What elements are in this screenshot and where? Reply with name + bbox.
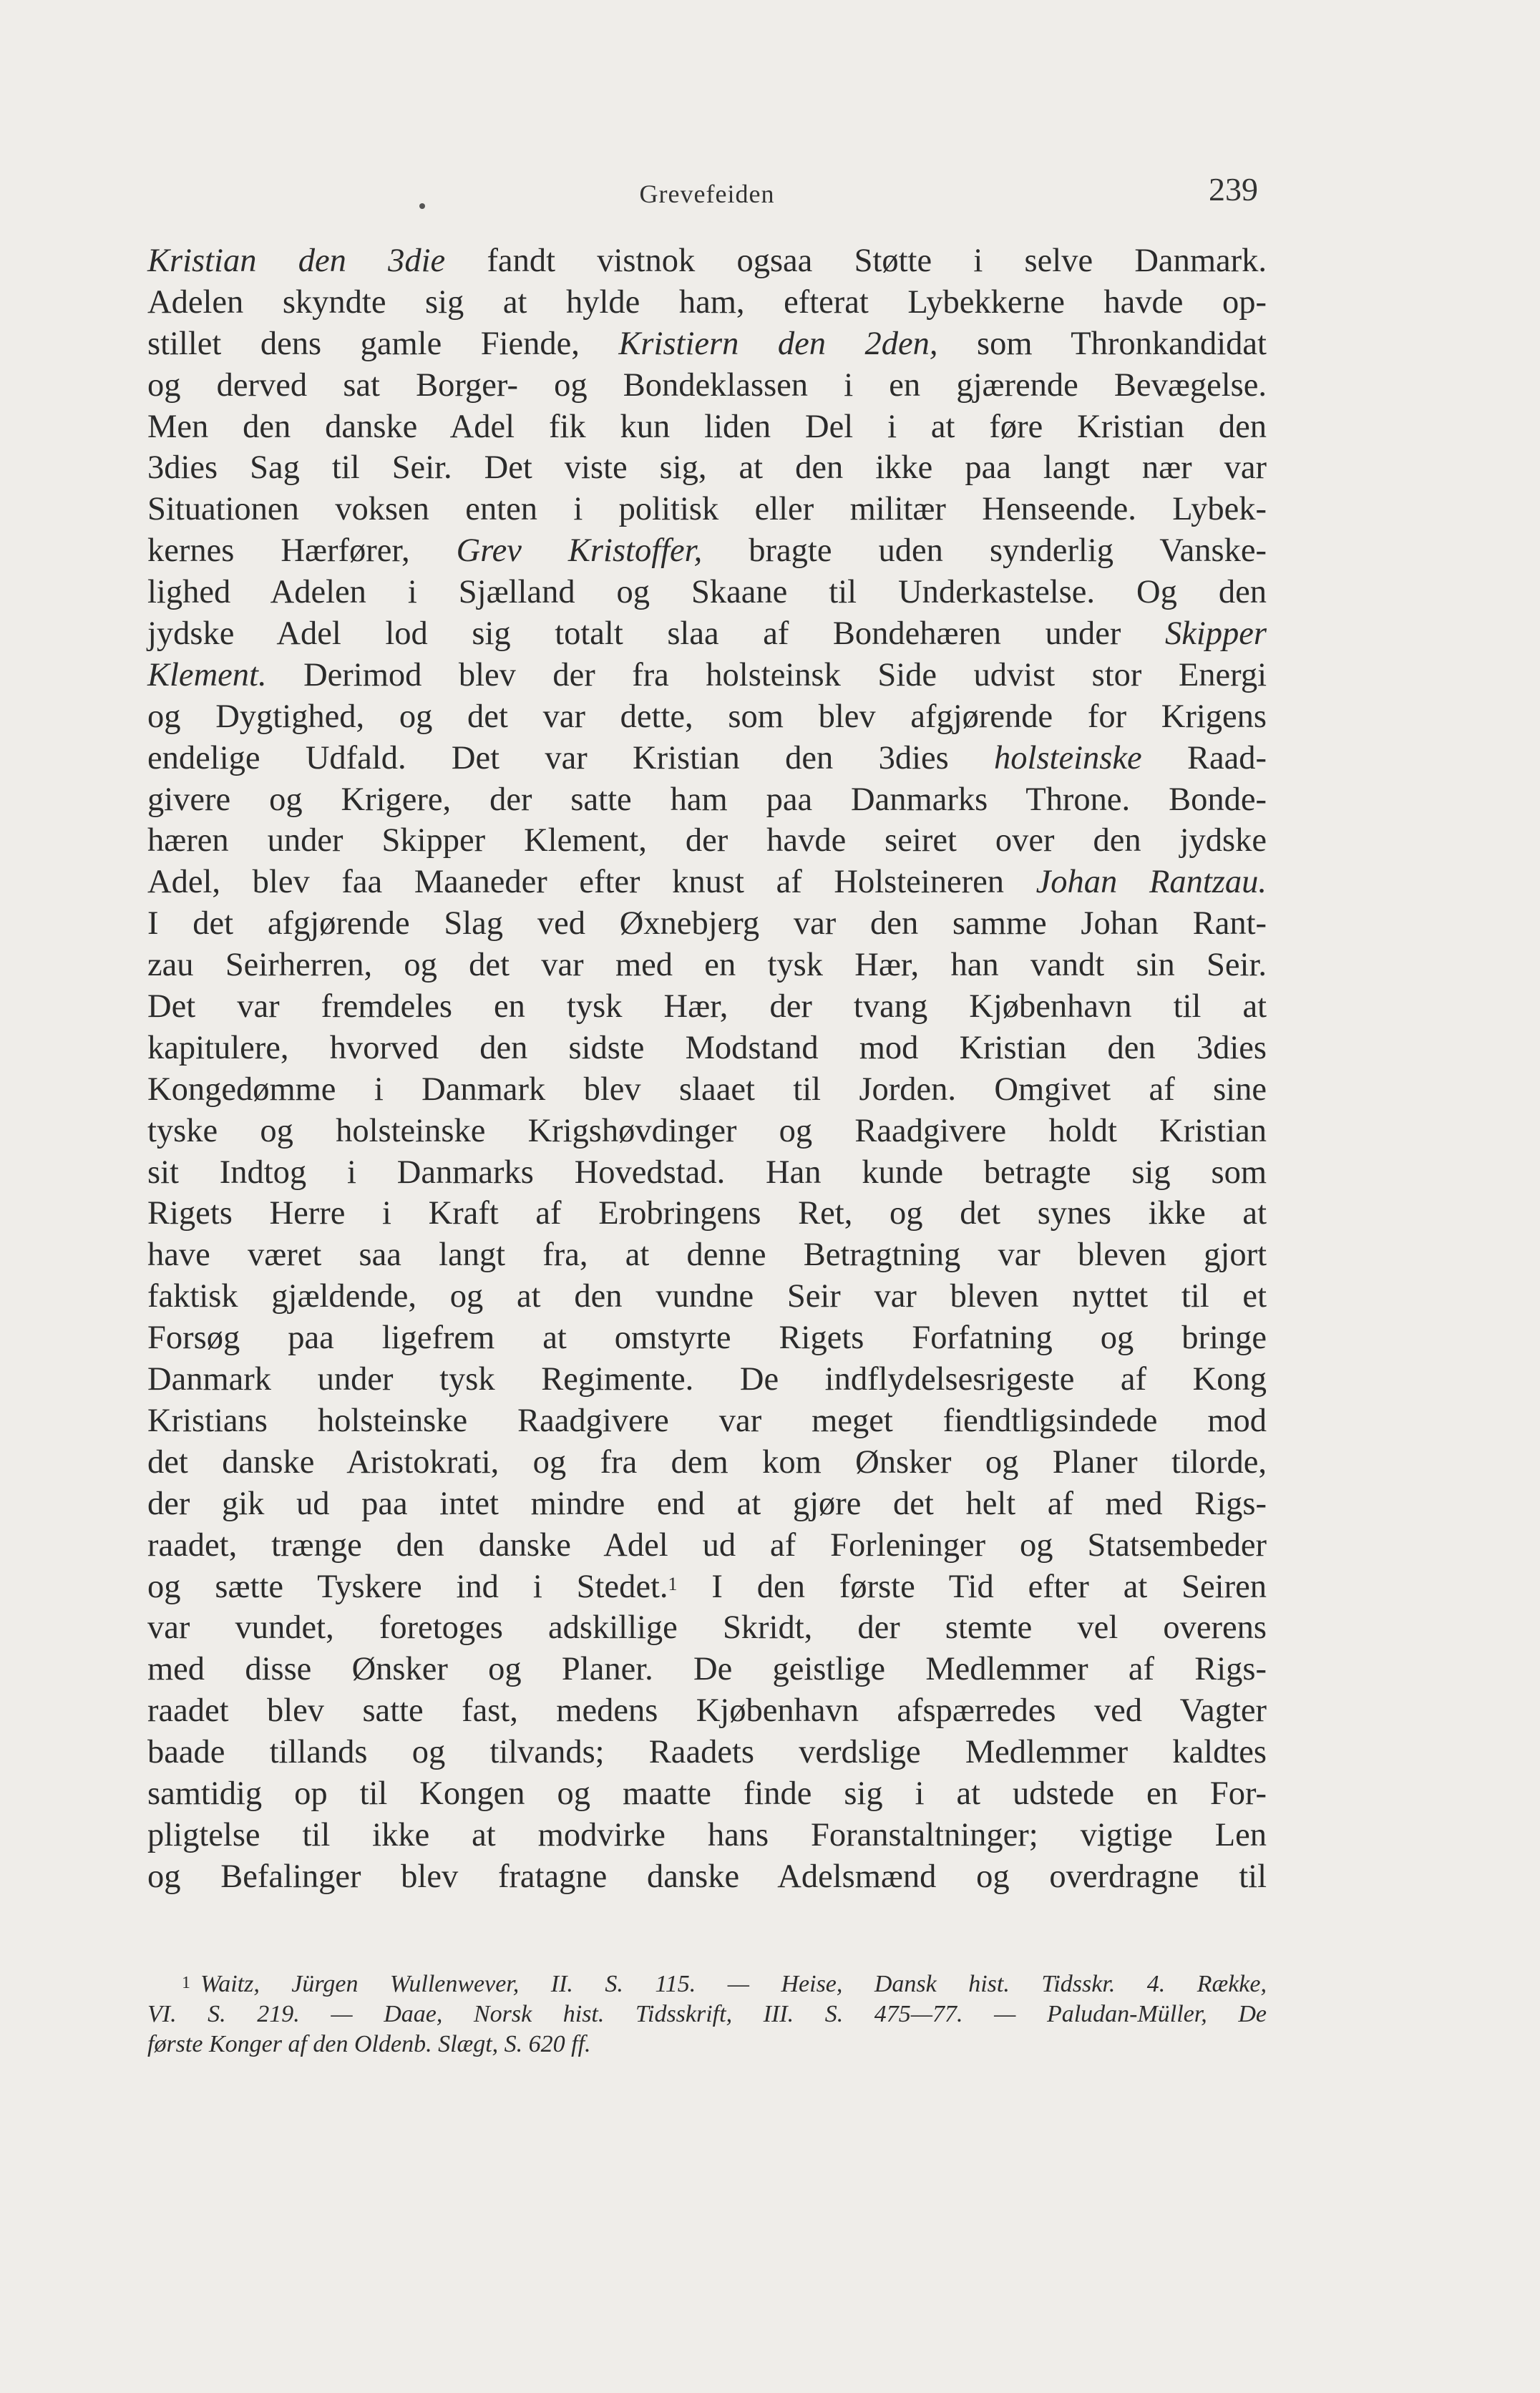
text-run: givere og Krigere, der satte ham paa Danmarks Throne. Bonde- — [147, 781, 1267, 818]
italic-text: Grev Kristoffer, — [456, 532, 703, 570]
text-run: og derved sat Borger- og Bondeklassen i en gjærende Bevægelse. — [147, 366, 1267, 404]
text-line — [147, 1152, 1267, 1194]
text-line — [147, 1732, 1267, 1773]
text-line — [147, 862, 1267, 903]
text-line — [147, 365, 1267, 406]
footnote-line — [147, 1999, 1267, 2029]
text-run: lighed Adelen i Sjælland og Skaane til Underkastelse. Og den — [147, 574, 1267, 611]
text-run: kapitulere, hvorved den sidste Modstand mod Kristian den 3dies — [147, 1029, 1267, 1066]
italic-text: Skipper — [1164, 615, 1267, 653]
text-run: med disse Ønsker og Planer. De geistlige Medlemmer af Rigs- — [147, 1651, 1267, 1688]
page-header — [147, 170, 1267, 220]
text-line — [147, 530, 1267, 572]
text-run: bragte uden synderlig Vanske- — [702, 532, 1267, 570]
footnote-number: 1 — [182, 1974, 190, 1992]
footnote-line — [147, 2029, 1267, 2060]
text-run: Adelen skyndte sig at hylde ham, efterat Lybekkerne havde op- — [147, 283, 1267, 321]
text-run: Raad- — [1141, 739, 1267, 776]
text-run: raadet, trænge den danske Adel ud af Forleninger og Statsembeder — [147, 1526, 1267, 1564]
text-line — [147, 447, 1267, 489]
text-run: det danske Aristokrati, og fra dem kom Ønsker og Planer tilorde, — [147, 1443, 1267, 1481]
text-run: have været saa langt fra, at denne Betragtning var bleven gjort — [147, 1237, 1267, 1274]
text-run: I den første Tid efter at Seiren — [677, 1568, 1267, 1605]
text-run: raadet blev satte fast, medens Kjøbenhavn afspærredes ved Vagter — [147, 1692, 1267, 1730]
text-line — [147, 779, 1267, 821]
footnote-text: første Konger af den Oldenb. Slægt, S. 620 ff. — [147, 2031, 591, 2057]
text-line — [147, 945, 1267, 986]
text-run: var vundet, foretoges adskillige Skridt, der stemte vel overens — [147, 1609, 1267, 1647]
text-line — [147, 696, 1267, 738]
text-run: jydske Adel lod sig totalt slaa af Bondehæren under — [147, 615, 1165, 653]
text-run: 3dies Sag til Seir. Det viste sig, at den ikke paa langt nær var — [147, 449, 1267, 487]
text-line — [147, 613, 1267, 655]
text-run: Derimod blev der fra holsteinsk Side udvist stor Energi — [266, 656, 1267, 693]
italic-text: Kristiern den 2den, — [618, 325, 938, 362]
italic-text: Kristian den 3die — [147, 243, 446, 279]
text-line — [147, 1607, 1267, 1649]
text-line — [147, 323, 1267, 365]
text-line — [147, 489, 1267, 530]
text-run: Kristians holsteinske Raadgivere var meget fiendtligsindede mod — [147, 1402, 1267, 1439]
text-run: baade tillands og tilvands; Raadets verdslige Medlemmer kaldtes — [147, 1734, 1267, 1771]
text-line — [147, 1773, 1267, 1815]
text-line — [147, 986, 1267, 1028]
text-run: der gik ud paa intet mindre end at gjøre det helt af med Rigs- — [147, 1485, 1267, 1522]
text-run: pligtelse til ikke at modvirke hans Foranstaltninger; vigtige Len — [147, 1816, 1267, 1853]
text-run: og sætte Tyskere ind i Stedet. — [147, 1568, 668, 1605]
text-run: Situationen voksen enten i politisk eller militær Henseende. Lybek- — [147, 491, 1267, 528]
text-run: stillet dens gamle Fiende, — [147, 325, 619, 362]
running-head: Grevefeiden — [639, 180, 775, 208]
text-run: sit Indtog i Danmarks Hovedstad. Han kunde betragte sig som — [147, 1154, 1267, 1191]
text-line — [147, 1111, 1267, 1152]
text-run: faktisk gjældende, og at den vundne Seir var bleven nyttet til et — [147, 1278, 1267, 1315]
text-line — [147, 1276, 1267, 1317]
footnote-text: VI. S. 219. — Daae, Norsk hist. Tidsskrift, III. S. 475—77. — Paludan-Müller, De — [147, 2001, 1267, 2027]
footnotes — [147, 1969, 1267, 2060]
text-run: og Dygtighed, og det var dette, som blev afgjørende for Krigens — [147, 698, 1267, 735]
text-run: Forsøg paa ligefrem at omstyrte Rigets Forfatning og bringe — [147, 1320, 1267, 1357]
text-line — [147, 1649, 1267, 1690]
text-line — [147, 1483, 1267, 1525]
text-line — [147, 1069, 1267, 1111]
text-line — [147, 1566, 1267, 1608]
text-run: I det afgjørende Slag ved Øxnebjerg var den samme Johan Rant- — [147, 905, 1267, 942]
text-line — [147, 903, 1267, 945]
text-run: og Befalinger blev fratagne danske Adelsmænd og overdragne til — [147, 1858, 1267, 1895]
text-line — [147, 1400, 1267, 1442]
text-line — [147, 406, 1267, 448]
footnote-ref[interactable]: 1 — [668, 1573, 678, 1594]
text-line — [147, 1525, 1267, 1566]
footnote-text: Waitz, Jürgen Wullenwever, II. S. 115. — Heise, Dansk hist. Tidsskr. 4. Række, — [200, 1971, 1267, 1997]
italic-text: Johan Rantzau. — [1035, 864, 1267, 901]
text-line — [147, 655, 1267, 696]
text-run: Adel, blev faa Maaneder efter knust af Holsteineren — [147, 864, 1036, 901]
text-line — [147, 1359, 1267, 1400]
text-run: kernes Hærfører, — [147, 532, 457, 570]
text-line — [147, 738, 1267, 779]
footnote-line — [147, 1969, 1267, 1999]
text-line — [147, 1815, 1267, 1856]
text-line — [147, 1234, 1267, 1276]
body-text — [147, 240, 1267, 1898]
text-line — [147, 1317, 1267, 1359]
text-run: samtidig op til Kongen og maatte finde sig i at udstede en For- — [147, 1775, 1267, 1812]
text-line — [147, 572, 1267, 613]
text-run: tyske og holsteinske Krigshøvdinger og Raadgivere holdt Kristian — [147, 1112, 1267, 1149]
page-number: 239 — [1209, 171, 1258, 208]
text-run: Det var fremdeles en tysk Hær, der tvang Kjøbenhavn til at — [147, 988, 1267, 1025]
text-run: Men den danske Adel fik kun liden Del i at føre Kristian den — [147, 408, 1267, 445]
text-line — [147, 282, 1267, 323]
text-run: Danmark under tysk Regimente. De indflydelsesrigeste af Kong — [147, 1361, 1267, 1398]
text-run: Rigets Herre i Kraft af Erobringens Ret, og det synes ikke at — [147, 1195, 1267, 1232]
text-run: zau Seirherren, og det var med en tysk Hær, han vandt sin Seir. — [147, 947, 1267, 984]
text-line — [147, 1193, 1267, 1234]
text-run: fandt vistnok ogsaa Støtte i selve Danmark. — [445, 243, 1267, 279]
text-run: endelige Udfald. Det var Kristian den 3dies — [147, 739, 995, 776]
text-line — [147, 240, 1267, 282]
text-line — [147, 1856, 1267, 1898]
text-line — [147, 1028, 1267, 1069]
text-run: som Thronkandidat — [937, 325, 1267, 362]
text-line — [147, 820, 1267, 862]
text-line — [147, 1442, 1267, 1483]
italic-text: Klement. — [147, 656, 267, 693]
text-run: hæren under Skipper Klement, der havde seiret over den jydske — [147, 822, 1267, 859]
text-line — [147, 1690, 1267, 1732]
italic-text: holsteinske — [994, 739, 1142, 776]
text-run: Kongedømme i Danmark blev slaaet til Jorden. Omgivet af sine — [147, 1071, 1267, 1108]
